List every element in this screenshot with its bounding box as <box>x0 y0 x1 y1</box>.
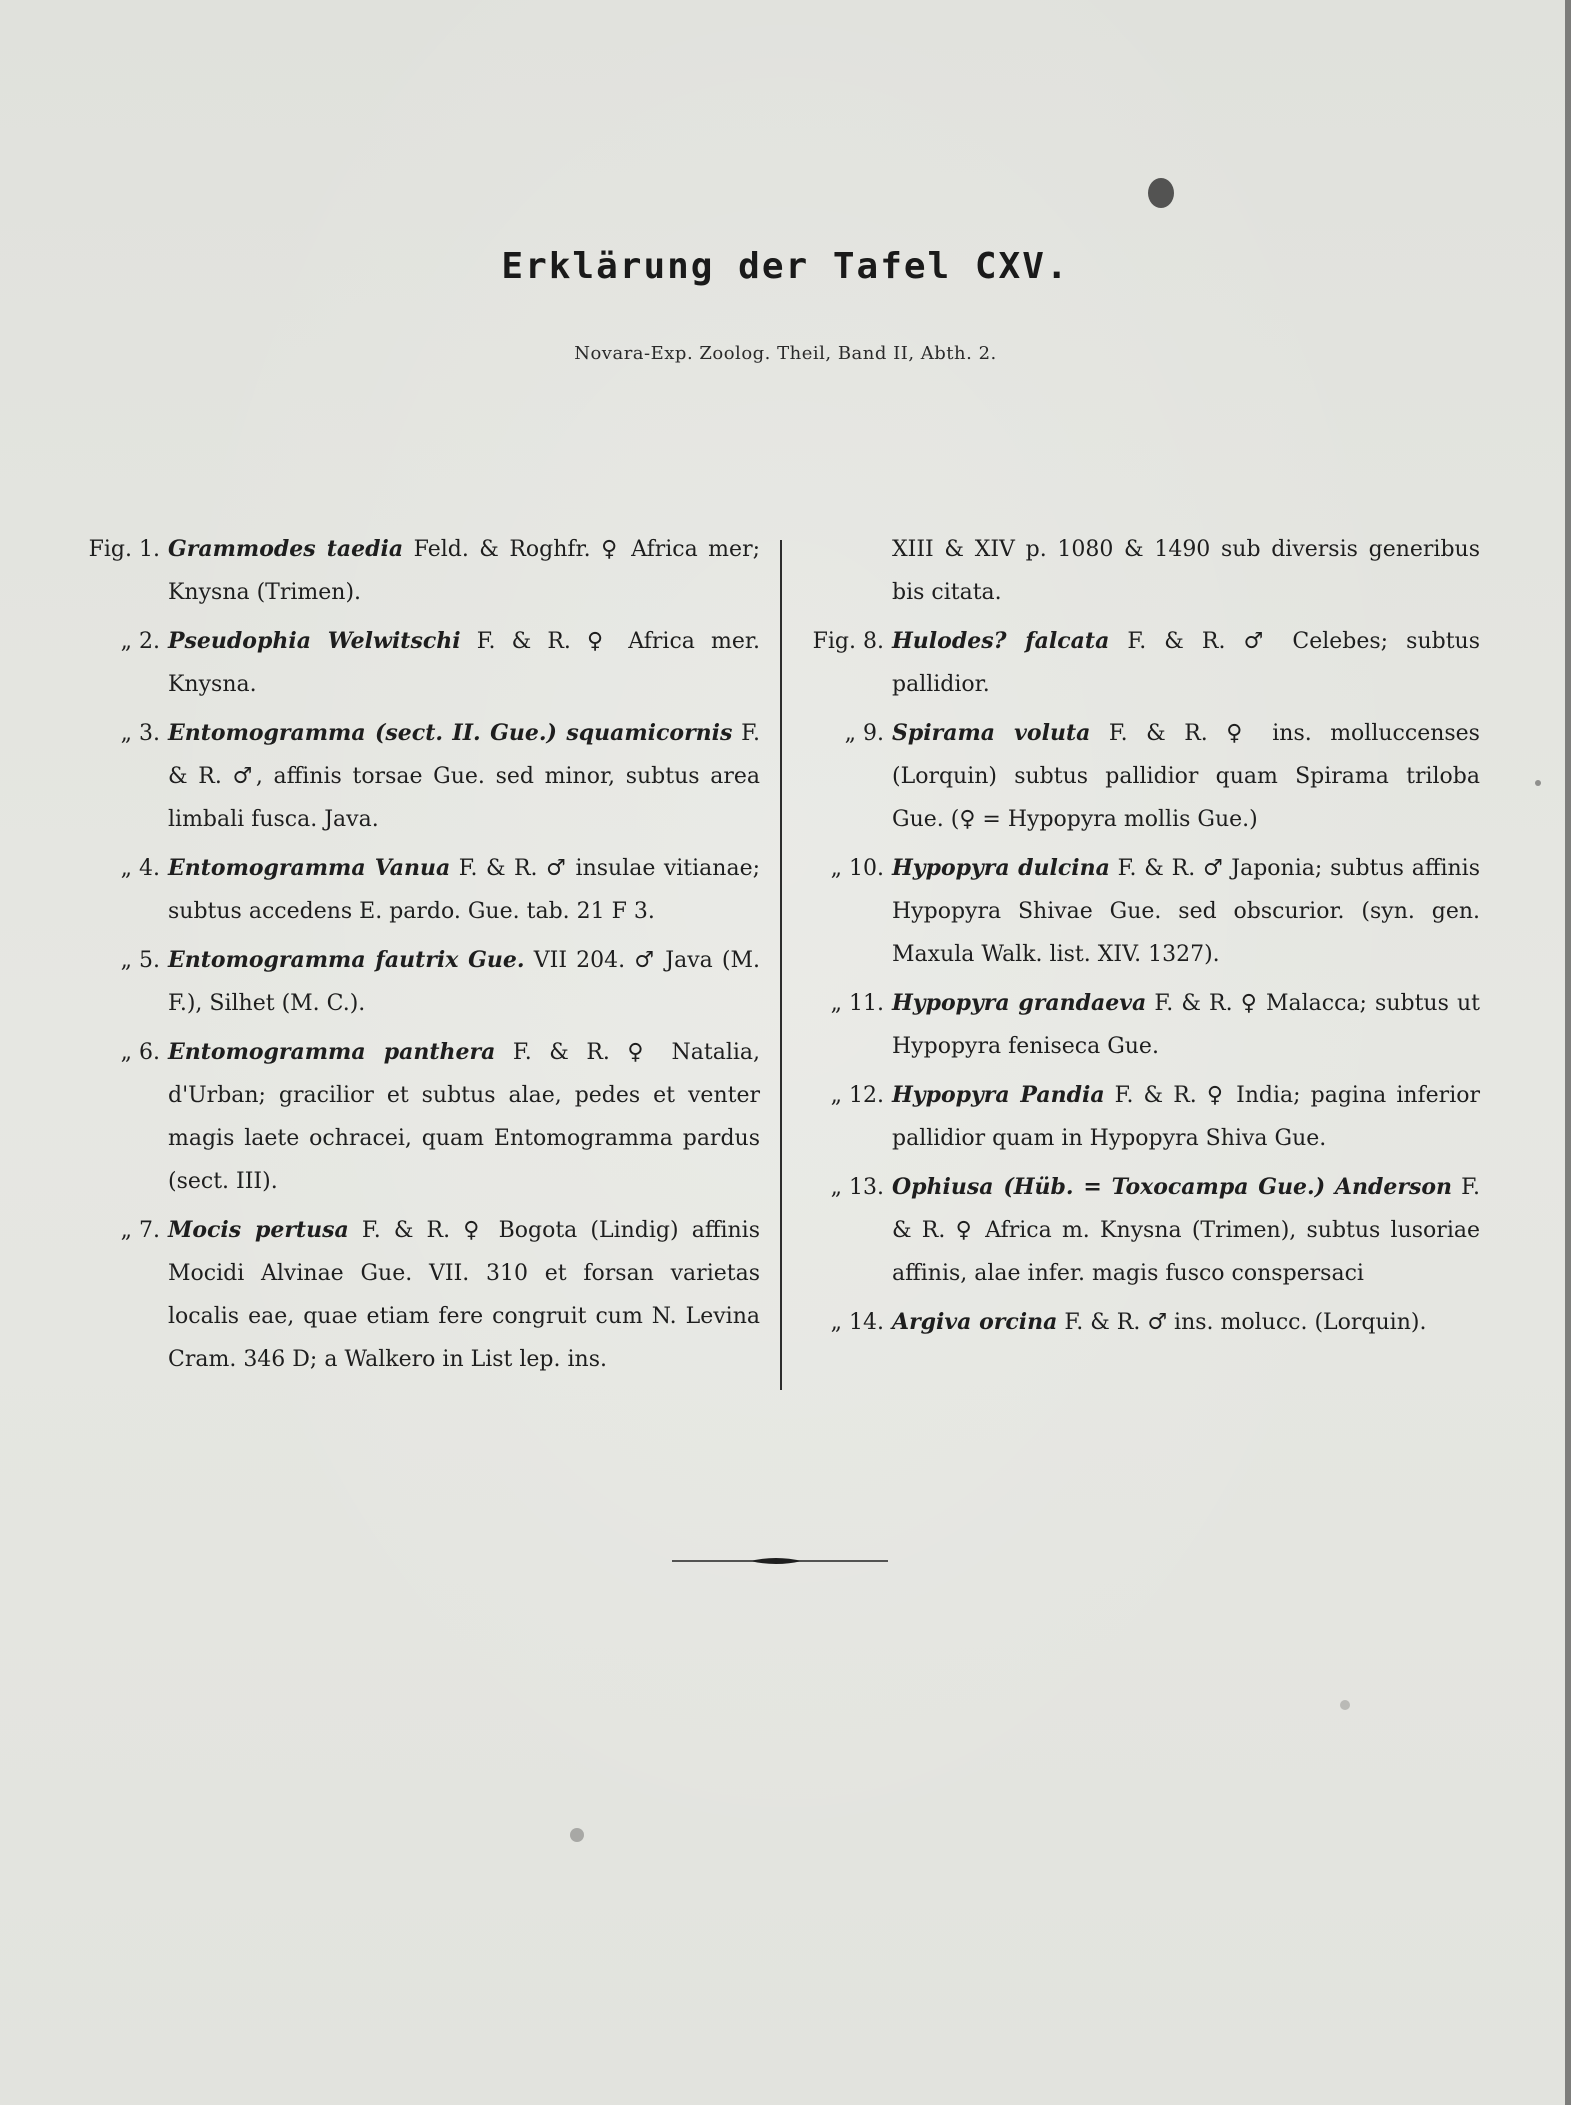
figure-entry <box>70 1209 760 1381</box>
figure-entry <box>70 1031 760 1203</box>
species-name: Pseudophia Welwitschi <box>168 628 461 654</box>
figure-number: „ 11. <box>830 991 884 1016</box>
figure-entry <box>790 1301 1480 1344</box>
ornamental-rule <box>672 1554 888 1568</box>
figure-number: „ 12. <box>830 1083 884 1108</box>
species-name: Ophiusa (Hüb. = Toxocampa Gue.) Anderson <box>892 1174 1453 1200</box>
species-name: Mocis pertusa <box>168 1217 349 1243</box>
figure-number: „ 6. <box>120 1040 160 1065</box>
figure-number: „ 7. <box>120 1218 160 1243</box>
figure-description: F. & R. ♀ Natalia, d'Urban; gracilior et subtus alae, pedes et venter magis laete ochracei, quam Entomogramma pardus (sect. III). <box>168 1040 761 1194</box>
figure-entry <box>790 847 1480 976</box>
figure-number: „ 13. <box>830 1175 884 1200</box>
left-column <box>70 528 760 1387</box>
species-name: Spirama voluta <box>892 720 1091 746</box>
figure-description: F. & R. ♀ Malacca; subtus ut Hypopyra feniseca Gue. <box>892 991 1480 1059</box>
figure-number: „ 4. <box>120 856 160 881</box>
species-name: Argiva orcina <box>892 1309 1058 1335</box>
species-name: Entomogramma (sect. II. Gue.) squamicornis <box>168 720 733 746</box>
ink-spot <box>1535 780 1541 786</box>
continuation-text: XIII & XIV p. 1080 & 1490 sub diversis generibus bis citata. <box>892 537 1480 605</box>
figure-number: Fig. 1. <box>88 537 160 562</box>
ink-spot <box>570 1828 584 1842</box>
right-column <box>790 528 1480 1350</box>
figure-entry <box>790 982 1480 1068</box>
figure-description: VII 204. ♂ Java (M. F.), Silhet (M. C.). <box>168 948 760 1016</box>
column-divider <box>780 540 782 1390</box>
figure-description: F. & R. ♀ Africa m. Knysna (Trimen), subtus lusoriae affinis, alae infer. magis fusco conspersaci <box>892 1175 1480 1286</box>
figure-description: F. & R. ♀ India; pagina inferior pallidior quam in Hypopyra Shiva Gue. <box>892 1083 1480 1151</box>
figure-number: „ 5. <box>120 948 160 973</box>
figure-entry <box>70 528 760 614</box>
species-name: Grammodes taedia <box>168 536 404 562</box>
figure-description: F. & R. ♂ insulae vitianae; subtus accedens E. pardo. Gue. tab. 21 F 3. <box>168 856 760 924</box>
figure-number: „ 10. <box>830 856 884 881</box>
species-name: Hypopyra Pandia <box>892 1082 1105 1108</box>
figure-description: F. & R. ♀ ins. molluccenses (Lorquin) subtus pallidior quam Spirama triloba Gue. (♀ = Hypopyra mollis Gue.) <box>892 721 1480 832</box>
species-name: Entomogramma Vanua <box>168 855 451 881</box>
figure-number: „ 14. <box>830 1310 884 1335</box>
figure-description: F. & R. ♀ Bogota (Lindig) affinis Mocidi Alvinae Gue. VII. 310 et forsan varietas localis eae, quae etiam fere congruit cum N. Levina Cram. 346 D; a Walkero in List lep. ins. <box>168 1218 761 1372</box>
page-subtitle: Novara-Exp. Zoolog. Theil, Band II, Abth. 2. <box>574 343 997 364</box>
figure-number: Fig. 8. <box>812 629 884 654</box>
page-edge <box>1565 0 1571 2105</box>
figure-number: „ 3. <box>120 721 160 746</box>
figure-description: F. & R. ♂, affinis torsae Gue. sed minor, subtus area limbali fusca. Java. <box>168 721 760 832</box>
page-title: Erklärung der Tafel CXV. <box>501 246 1070 287</box>
species-name: Hypopyra dulcina <box>892 855 1110 881</box>
ink-spot <box>1148 178 1174 208</box>
figure-description: F. & R. ♂ ins. molucc. (Lorquin). <box>1064 1310 1427 1335</box>
figure-description: Feld. & Roghfr. ♀ Africa mer; Knysna (Trimen). <box>168 537 760 605</box>
species-name: Hulodes? falcata <box>892 628 1110 654</box>
ink-spot <box>1340 1700 1350 1710</box>
figure-entry <box>790 712 1480 841</box>
figure-number: „ 2. <box>120 629 160 654</box>
figure-description: F. & R. ♂ Japonia; subtus affinis Hypopyra Shivae Gue. sed obscurior. (syn. gen. Maxula Walk. list. XIV. 1327). <box>892 856 1480 967</box>
figure-description: F. & R. ♀ Africa mer. Knysna. <box>168 629 760 697</box>
species-name: Entomogramma panthera <box>168 1039 496 1065</box>
figure-description: F. & R. ♂ Celebes; subtus pallidior. <box>892 629 1480 697</box>
figure-entry <box>70 620 760 706</box>
species-name: Hypopyra grandaeva <box>892 990 1147 1016</box>
figure-entry <box>790 1074 1480 1160</box>
species-name: Entomogramma fautrix Gue. <box>168 947 525 973</box>
figure-entry <box>70 847 760 933</box>
figure-entry <box>790 1166 1480 1295</box>
figure-entry <box>790 620 1480 706</box>
figure-number: „ 9. <box>844 721 884 746</box>
figure-entry <box>70 939 760 1025</box>
figure-entry <box>70 712 760 841</box>
